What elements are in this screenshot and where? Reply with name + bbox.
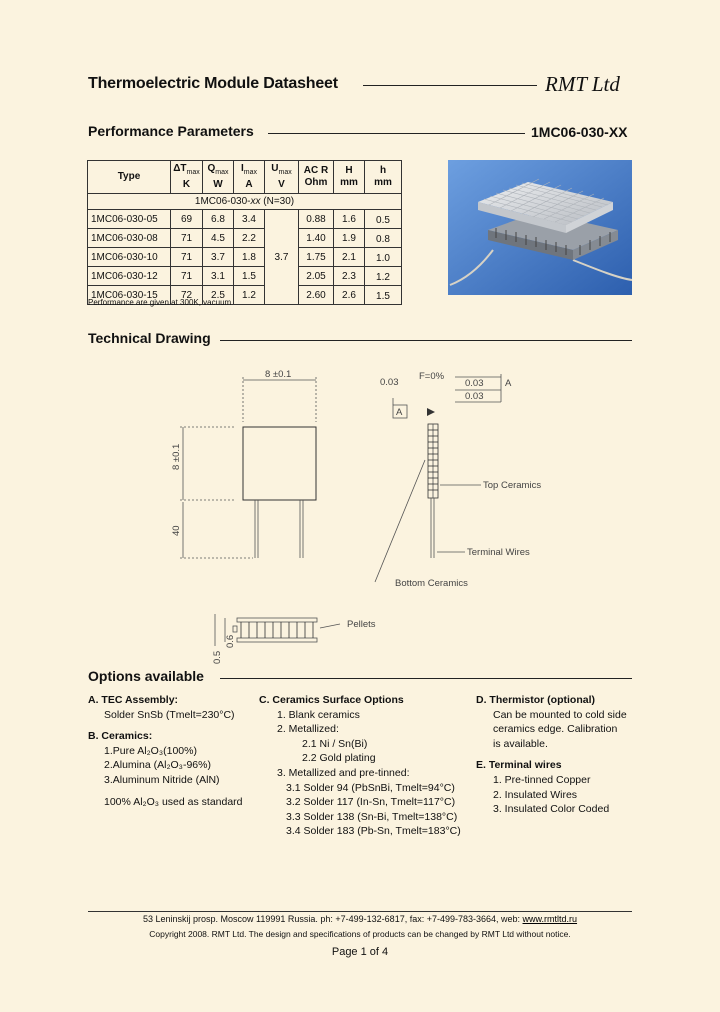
cell-H: 2.6 xyxy=(334,286,365,305)
cell-H: 1.9 xyxy=(334,229,365,248)
option-a-item: Solder SnSb (Tmelt=230°C) xyxy=(104,708,235,721)
col-acr xyxy=(299,161,334,194)
group-prefix: 1MC06-030- xyxy=(194,196,251,207)
options-column-2 xyxy=(259,693,474,839)
cell-i: 1.8 xyxy=(234,248,265,267)
cell-q: 6.8 xyxy=(203,210,234,229)
option-e-item: 1. Pre-tinned Copper xyxy=(493,773,591,786)
col-u-label: U xyxy=(271,163,279,174)
col-h xyxy=(365,161,402,194)
option-c-heading: C. Ceramics Surface Options xyxy=(259,694,404,706)
cell-type: 1MC06-030-10 xyxy=(88,248,171,267)
dim-wire-length: 40 xyxy=(171,525,182,536)
option-d-item: ceramics edge. Calibration xyxy=(493,723,618,736)
cell-type: 1MC06-030-05 xyxy=(88,210,171,229)
performance-table xyxy=(87,160,402,305)
table-group-row xyxy=(88,194,402,210)
technical-drawing xyxy=(171,362,555,664)
col-q-sub: max xyxy=(215,169,229,176)
cell-i: 3.4 xyxy=(234,210,265,229)
option-c-item: 3.3 Solder 138 (Sn-Bi, Tmelt=138°C) xyxy=(286,810,458,823)
col-u-unit: V xyxy=(278,179,285,190)
table-row xyxy=(88,210,402,229)
col-dt xyxy=(171,161,203,194)
footer-address-text: 53 Leninskij prosp. Moscow 119991 Russia. ph: +7-499-132-6817, fax: +7-499-783-3664, web: xyxy=(142,914,523,924)
dim-width: 8 ±0.1 xyxy=(265,369,292,380)
col-type-label: Type xyxy=(117,171,141,182)
cell-H: 1.6 xyxy=(334,210,365,229)
cell-q: 3.7 xyxy=(203,248,234,267)
dim-height: 8 ±0.1 xyxy=(171,443,182,470)
cell-acr: 1.40 xyxy=(299,229,334,248)
option-b-note: 100% Al₂O₃ used as standard xyxy=(104,795,243,808)
option-c-item: 2.1 Ni / Sn(Bi) xyxy=(302,737,368,750)
footer-rule xyxy=(88,911,632,912)
cell-q: 3.1 xyxy=(203,267,234,286)
cell-H: 2.1 xyxy=(334,248,365,267)
col-i-unit: A xyxy=(245,179,253,190)
option-d-item: is available. xyxy=(493,737,548,750)
option-c-item: 3.4 Solder 183 (Pb-Sn, Tmelt=183°C) xyxy=(286,825,461,838)
tol-flatness: 0.03 xyxy=(380,377,399,388)
footer-copyright: Copyright 2008. RMT Ltd. The design and specifications of products can be changed by RMT Ltd without notice. xyxy=(149,929,571,939)
label-pellets: Pellets xyxy=(347,619,376,630)
cell-i: 1.5 xyxy=(234,267,265,286)
datum-label: A xyxy=(396,407,403,418)
option-c-item: 1. Blank ceramics xyxy=(277,708,360,721)
option-b-item: 1.Pure Al₂O₃(100%) xyxy=(104,744,197,757)
table-row xyxy=(88,229,402,248)
title-rule xyxy=(363,85,537,86)
col-q-unit: W xyxy=(213,179,223,190)
cell-i: 1.2 xyxy=(234,286,265,305)
col-u xyxy=(265,161,299,194)
options-section-title: Options available xyxy=(88,668,204,684)
cell-dt: 71 xyxy=(171,229,203,248)
page-number: Page 1 of 4 xyxy=(331,946,389,958)
option-b-item: 2.Alumina (Al₂O₃-96%) xyxy=(104,759,211,772)
cell-type: 1MC06-030-15 xyxy=(88,286,171,305)
cell-h: 0.5 xyxy=(365,210,402,229)
technical-section-title: Technical Drawing xyxy=(88,330,211,346)
group-suffix: (N=30) xyxy=(260,196,295,207)
label-bottom-ceramics: Bottom Ceramics xyxy=(395,578,468,589)
cell-acr: 1.75 xyxy=(299,248,334,267)
dim-H-small: 0.6 xyxy=(225,634,236,648)
cell-dt: 72 xyxy=(171,286,203,305)
col-H-label: H xyxy=(345,165,353,176)
option-d-heading: D. Thermistor (optional) xyxy=(476,694,595,706)
performance-note: Performance are given at 300K, vacuum xyxy=(88,298,232,307)
cell-dt: 71 xyxy=(171,248,203,267)
col-acr-label: AC R xyxy=(303,165,329,176)
cell-umax-shared: 3.7 xyxy=(265,210,299,305)
option-e-heading: E. Terminal wires xyxy=(476,759,562,772)
col-q-label: Q xyxy=(207,163,216,174)
cell-type: 1MC06-030-08 xyxy=(88,229,171,248)
option-c-item: 3.2 Solder 117 (In-Sn, Tmelt=117°C) xyxy=(286,796,456,809)
col-type xyxy=(88,161,171,194)
group-row-cell xyxy=(88,194,402,210)
tol-parallel-ref: A xyxy=(505,378,512,389)
cell-h: 0.8 xyxy=(365,229,402,248)
performance-section-title: Performance Parameters xyxy=(88,123,254,139)
dim-h-small: 0.5 xyxy=(212,650,223,664)
tol-flatness-ref: F=0% xyxy=(419,371,445,382)
label-top-ceramics: Top Ceramics xyxy=(483,480,542,491)
cell-acr: 2.05 xyxy=(299,267,334,286)
table-row xyxy=(88,248,402,267)
col-h-label: h xyxy=(379,165,387,176)
col-h-unit: mm xyxy=(374,177,392,188)
option-d-item: Can be mounted to cold side xyxy=(493,708,627,721)
performance-rule xyxy=(268,133,525,134)
option-c-item: 3.1 Solder 94 (PbSnBi, Tmelt=94°C) xyxy=(286,781,455,794)
option-b-heading: B. Ceramics: xyxy=(88,730,153,743)
model-code: 1MC06-030-XX xyxy=(531,124,628,140)
cell-type: 1MC06-030-12 xyxy=(88,267,171,286)
cell-dt: 71 xyxy=(171,267,203,286)
cell-i: 2.2 xyxy=(234,229,265,248)
cell-h: 1.0 xyxy=(365,248,402,267)
col-u-sub: max xyxy=(278,169,292,176)
col-dt-label: ΔT xyxy=(173,163,187,174)
option-c-item: 2. Metallized: xyxy=(277,723,339,736)
col-H-unit: mm xyxy=(340,177,358,188)
table-row xyxy=(88,267,402,286)
label-terminal-wires: Terminal Wires xyxy=(467,547,530,558)
cell-q: 4.5 xyxy=(203,229,234,248)
footer-address xyxy=(88,914,632,924)
option-a-heading: A. TEC Assembly: xyxy=(88,694,179,706)
options-rule xyxy=(220,678,632,679)
col-q xyxy=(203,161,234,194)
options-column-3 xyxy=(476,693,646,817)
options-column-1 xyxy=(88,693,258,809)
cell-acr: 2.60 xyxy=(299,286,334,305)
cell-q: 2.5 xyxy=(203,286,234,305)
option-e-item: 3. Insulated Color Coded xyxy=(493,803,610,816)
col-H xyxy=(334,161,365,194)
col-i-label: I xyxy=(240,163,244,174)
option-c-item: 3. Metallized and pre-tinned: xyxy=(277,766,410,779)
col-i-sub: max xyxy=(243,169,257,176)
cell-h: 1.2 xyxy=(365,267,402,286)
footer-web-link[interactable]: www.rmtltd.ru xyxy=(522,914,578,924)
technical-rule xyxy=(220,340,632,341)
table-header-row xyxy=(88,161,402,194)
brand-logo-text: RMT Ltd xyxy=(545,72,620,96)
col-dt-sub: max xyxy=(186,169,200,176)
tol-parallel: 0.03 xyxy=(465,378,484,389)
module-photo xyxy=(448,160,632,295)
col-i xyxy=(234,161,265,194)
option-b-item: 3.Aluminum Nitride (AlN) xyxy=(104,773,220,786)
cell-acr: 0.88 xyxy=(299,210,334,229)
option-e-item: 2. Insulated Wires xyxy=(493,788,578,801)
col-dt-unit: K xyxy=(182,179,191,190)
cell-H: 2.3 xyxy=(334,267,365,286)
option-c-item: 2.2 Gold plating xyxy=(302,752,376,765)
document-title: Thermoelectric Module Datasheet xyxy=(88,75,338,92)
datum-arrow-icon xyxy=(427,408,435,416)
group-italic: xx xyxy=(250,196,261,207)
cell-dt: 69 xyxy=(171,210,203,229)
tol-flatness-2: 0.03 xyxy=(465,391,484,402)
cell-h: 1.5 xyxy=(365,286,402,305)
col-acr-unit: Ohm xyxy=(304,177,328,188)
